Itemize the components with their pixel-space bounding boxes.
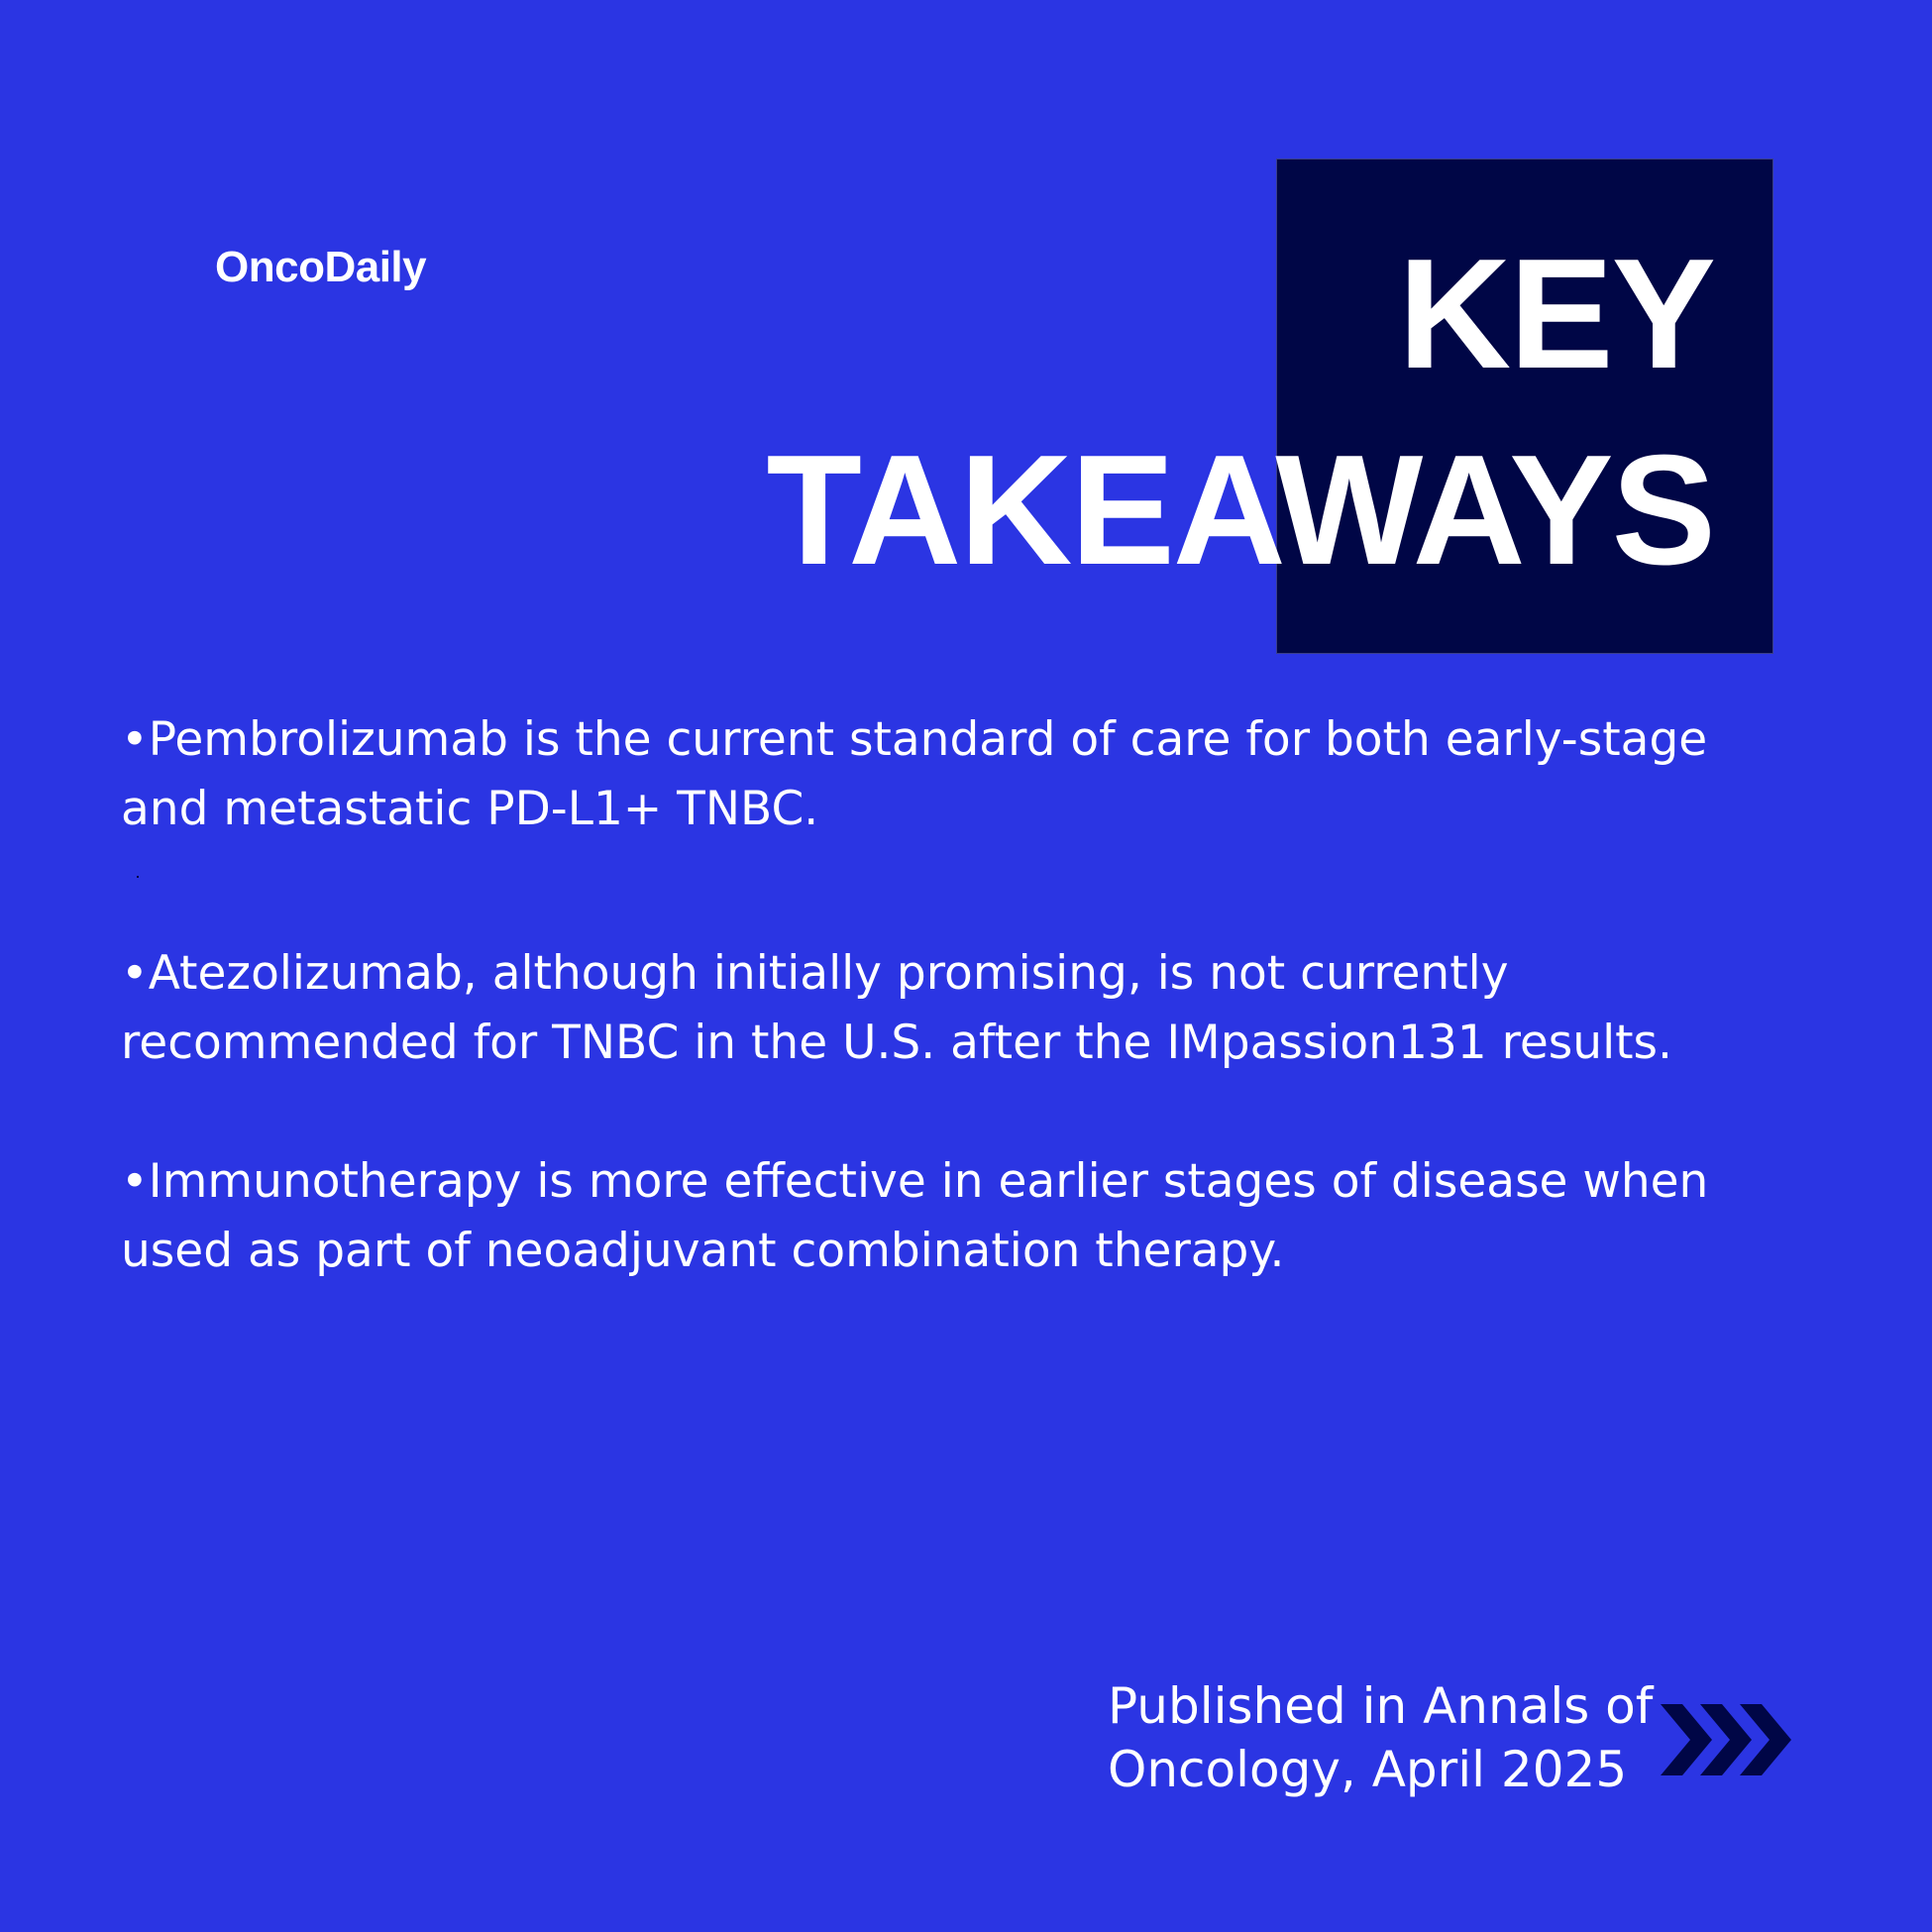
takeaway-item-3-line-2: used as part of neoadjuvant combination therapy. [121,1224,1285,1278]
takeaway-item-1 [121,705,1746,844]
takeaway-item-1-line-2: and metastatic PD-L1+ TNBC. [121,782,819,836]
takeaway-item-2-line-2: recommended for TNBC in the U.S. after the IMpassion131 results. [121,1016,1672,1070]
takeaway-item-1-line-1: •Pembrolizumab is the current standard of care for both early-stage [121,712,1708,767]
item-spacer [121,1078,1746,1147]
takeaway-item-2 [121,939,1746,1078]
stray-dot [137,876,139,878]
takeaway-item-3-line-1: •Immunotherapy is more effective in earlier stages of disease when [121,1154,1709,1209]
page-title-line-1: KEY [1398,227,1714,401]
page-title-line-2: TAKEAWAYS [766,423,1714,597]
triple-chevron-right-icon[interactable] [1661,1704,1801,1775]
takeaway-item-3 [121,1147,1746,1286]
takeaway-item-2-line-1: •Atezolizumab, although initially promising, is not currently [121,946,1509,1001]
brand-logo-text: OncoDaily [215,243,427,291]
takeaways-list [121,705,1746,1286]
publication-note-line-2: Oncology, April 2025 [1108,1741,1628,1798]
item-spacer [121,844,1746,939]
publication-note-line-1: Published in Annals of [1108,1677,1654,1735]
publication-note [1108,1674,1653,1801]
